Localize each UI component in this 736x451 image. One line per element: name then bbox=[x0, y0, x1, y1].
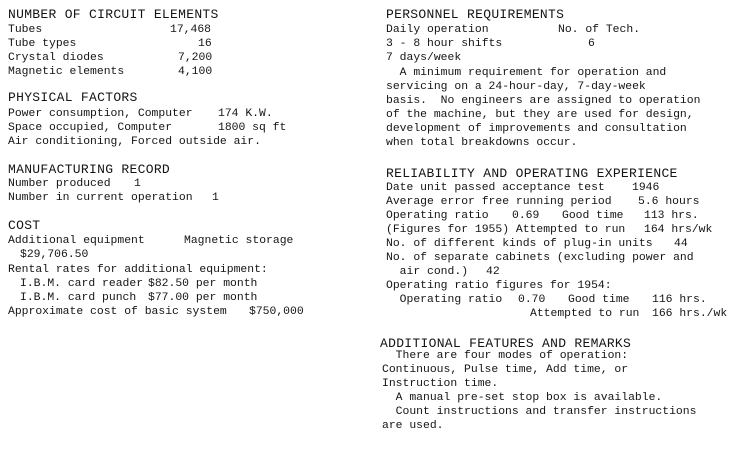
personnel-paragraph-line: of the machine, but they are used for design, bbox=[386, 109, 694, 121]
attempted-1954-value: 166 hrs./wk bbox=[652, 308, 728, 320]
figures-1954-line: Operating ratio figures for 1954: bbox=[386, 280, 612, 292]
circuit-row-label: Tubes bbox=[8, 24, 43, 36]
cost-heading: COST bbox=[8, 218, 41, 233]
additional-features-line: Instruction time. bbox=[382, 378, 499, 390]
operating-ratio-label: Operating ratio bbox=[386, 210, 489, 222]
figures-1955-value: 164 hrs/wk bbox=[644, 224, 713, 236]
plugin-units-value: 44 bbox=[674, 238, 688, 250]
rental-row-label: I.B.M. card reader bbox=[20, 278, 144, 290]
rental-row-label: I.B.M. card punch bbox=[20, 292, 137, 304]
num-tech-label: No. of Tech. bbox=[558, 24, 641, 36]
personnel-heading: PERSONNEL REQUIREMENTS bbox=[386, 7, 565, 22]
additional-features-line: Continuous, Pulse time, Add time, or bbox=[382, 364, 629, 376]
good-time-value: 113 hrs. bbox=[644, 210, 699, 222]
personnel-paragraph-line: development of improvements and consultation bbox=[386, 123, 687, 135]
avg-error-free-label: Average error free running period bbox=[386, 196, 612, 208]
magnetic-storage-label: Magnetic storage bbox=[184, 235, 294, 247]
physical-row-label: Power consumption, Computer bbox=[8, 108, 193, 120]
acceptance-date-value: 1946 bbox=[632, 182, 660, 194]
magnetic-storage-value: $29,706.50 bbox=[20, 249, 89, 261]
good-time-1954-label: Good time bbox=[568, 294, 630, 306]
operating-ratio-value: 0.69 bbox=[512, 210, 540, 222]
personnel-paragraph-line: A minimum requirement for operation and bbox=[386, 67, 667, 79]
circuit-elements-heading: NUMBER OF CIRCUIT ELEMENTS bbox=[8, 7, 219, 22]
manufacturing-heading: MANUFACTURING RECORD bbox=[8, 162, 171, 177]
shifts-label: 3 - 8 hour shifts bbox=[386, 38, 503, 50]
reliability-heading: RELIABILITY AND OPERATING EXPERIENCE bbox=[386, 166, 678, 181]
daily-operation-label: Daily operation bbox=[386, 24, 489, 36]
circuit-row-label: Crystal diodes bbox=[8, 52, 104, 64]
rental-row-value: $77.00 per month bbox=[148, 292, 258, 304]
additional-features-line: Count instructions and transfer instructions bbox=[382, 406, 697, 418]
manufacturing-row-value: 1 bbox=[134, 178, 141, 190]
air-conditioning-line: Air conditioning, Forced outside air. bbox=[8, 136, 261, 148]
additional-features-line: are used. bbox=[382, 420, 444, 432]
figures-1955-label: (Figures for 1955) Attempted to run bbox=[386, 224, 626, 236]
personnel-paragraph-line: basis. No engineers are assigned to operation bbox=[386, 95, 701, 107]
manufacturing-row-label: Number in current operation bbox=[8, 192, 193, 204]
rental-rates-line: Rental rates for additional equipment: bbox=[8, 264, 268, 276]
circuit-row-value: 4,100 bbox=[178, 66, 213, 78]
manufacturing-row-label: Number produced bbox=[8, 178, 111, 190]
physical-row-label: Space occupied, Computer bbox=[8, 122, 173, 134]
additional-features-line: There are four modes of operation: bbox=[382, 350, 629, 362]
circuit-row-value: 16 bbox=[198, 38, 212, 50]
plugin-units-label: No. of different kinds of plug-in units bbox=[386, 238, 653, 250]
additional-features-heading: ADDITIONAL FEATURES AND REMARKS bbox=[380, 336, 632, 351]
basic-system-cost-label: Approximate cost of basic system bbox=[8, 306, 227, 318]
good-time-1954-value: 116 hrs. bbox=[652, 294, 707, 306]
cabinets-value: 42 bbox=[486, 266, 500, 278]
personnel-paragraph-line: servicing on a 24-hour-day, 7-day-week bbox=[386, 81, 646, 93]
manufacturing-row-value: 1 bbox=[212, 192, 219, 204]
basic-system-cost-value: $750,000 bbox=[249, 306, 304, 318]
circuit-row-value: 17,468 bbox=[170, 24, 212, 36]
circuit-row-value: 7,200 bbox=[178, 52, 213, 64]
cabinets-line: No. of separate cabinets (excluding power and bbox=[386, 252, 694, 264]
personnel-paragraph-line: when total breakdowns occur. bbox=[386, 137, 578, 149]
physical-factors-heading: PHYSICAL FACTORS bbox=[8, 90, 138, 105]
physical-row-value: 174 K.W. bbox=[218, 108, 273, 120]
operating-ratio-1954-value: 0.70 bbox=[518, 294, 546, 306]
shifts-value: 6 bbox=[588, 38, 595, 50]
rental-row-value: $82.50 per month bbox=[148, 278, 258, 290]
physical-row-value: 1800 sq ft bbox=[218, 122, 287, 134]
good-time-label: Good time bbox=[562, 210, 624, 222]
acceptance-date-label: Date unit passed acceptance test bbox=[386, 182, 605, 194]
attempted-1954-label: Attempted to run bbox=[530, 308, 640, 320]
days-per-week: 7 days/week bbox=[386, 52, 462, 64]
operating-ratio-1954-label: Operating ratio bbox=[386, 294, 503, 306]
avg-error-free-value: 5.6 hours bbox=[638, 196, 700, 208]
additional-features-line: A manual pre-set stop box is available. bbox=[382, 392, 663, 404]
circuit-row-label: Magnetic elements bbox=[8, 66, 125, 78]
cabinets-line-cont: air cond.) bbox=[386, 266, 469, 278]
additional-equipment-label: Additional equipment bbox=[8, 235, 145, 247]
circuit-row-label: Tube types bbox=[8, 38, 77, 50]
